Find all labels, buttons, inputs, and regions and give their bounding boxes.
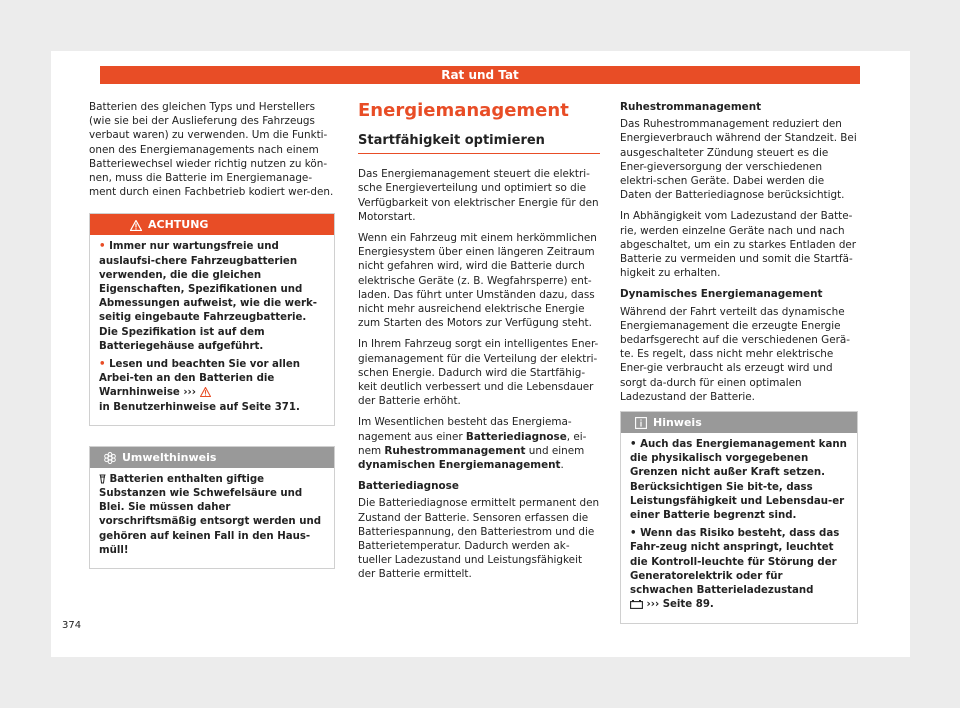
hint-title: Hinweis — [653, 416, 702, 430]
subheading-quiescent-current: Ruhestrommanagement — [620, 101, 762, 113]
battery-icon — [99, 474, 106, 485]
column-middle — [358, 100, 600, 589]
environment-body — [90, 468, 334, 568]
warning-box — [89, 213, 335, 425]
paragraph: Im Wesentlichen besteht das Energiema-nagement aus einer Batteriediagnose, ei-nem Ruhestrommanagement und einem dynamischen Energiemanagement. — [358, 416, 587, 472]
warning-item: • Lesen und beachten Sie vor allen Arbei-ten an den Batterien die Warnhinweise ››› in Benutzerhinweise auf Seite 371. — [99, 359, 301, 413]
warning-header — [90, 214, 334, 235]
paragraph: In Abhängigkeit vom Ladezustand der Batte-rie, werden einzelne Geräte nach und nach abgeschaltet, um ein zu starkes Entladen der Batterie zu vermeiden und somit die Startfä-higkeit zu erhalten. — [620, 210, 857, 280]
warning-reference[interactable]: in Benutzerhinweise auf Seite 371. — [99, 401, 300, 413]
paragraph: Das Ruhestrommanagement reduziert den Energieverbrauch während der Standzeit. Bei ausgeschalteter Zündung steuert es die Ener-gieversorgung der verschiedenen elektri-schen Geräte. Dabei werden die Daten der Batteriediagnose berücksichtigt. — [620, 118, 857, 202]
environment-title: Umwelthinweis — [122, 450, 217, 464]
hint-body — [621, 433, 857, 622]
paragraph: Die Batteriediagnose ermittelt permanent den Zustand der Batterie. Sensoren erfassen die Batteriespannung, den Batteriestrom und die Batterietemperatur. Dadurch werden ak-tueller Ladezustand und Leistungsfähigkeit der Batterie ermittelt. — [358, 497, 600, 581]
paragraph: Wenn ein Fahrzeug mit einem herkömmlichen Energiesystem über einen längeren Zeitraum nicht gefahren wird, wird die Batterie durch elektrische Geräte (z. B. Wegfahrsperre) ent-laden. Das führt unter Umständen dazu, dass nicht mehr ausreichend elektrische Energie zum Starten des Motors zur Verfügung steht. — [358, 232, 597, 330]
info-icon — [635, 412, 647, 433]
hint-box — [620, 411, 858, 623]
warning-icon — [130, 214, 142, 235]
hint-reference[interactable]: ››› Seite 89. — [646, 599, 714, 611]
bullet: • — [630, 528, 641, 540]
subheading-dynamic-energy: Dynamisches Energiemanagement — [620, 288, 823, 301]
paragraph: Das Energiemanagement steuert die elektri-sche Energieverteilung und optimiert so die Verfügbarkeit von elektrischer Energie für den Motorstart. — [358, 168, 599, 223]
section-subheading: Startfähigkeit optimieren — [358, 134, 600, 154]
subheading-battery-diagnosis: Batteriediagnose — [358, 480, 459, 493]
environment-header — [90, 447, 334, 468]
page-number: 374 — [62, 620, 82, 631]
hint-item: • Auch das Energiemanagement kann die physikalisch vorgegebenen Grenzen nicht außer Kraft setzen. Berücksichtigen Sie bit-te, dass Leistungsfähigkeit und Lebensdau-er einer Batterie begrenzt sind. — [630, 439, 847, 522]
warning-title: ACHTUNG — [148, 218, 209, 232]
intro-paragraph: Batterien des gleichen Typs und Herstellers (wie sie bei der Auslieferung des Fahrzeugs verbaut waren) zu verwenden. Um die Funkti-onen des Energiemanagements nach einem Batteriewechsel wieder richtig nutzen zu kön-nen, muss die Batterie im Energiemanage-ment durch einen Fachbetrieb kodiert wer-den. — [89, 101, 334, 199]
environment-icon — [104, 447, 116, 468]
bullet: • — [99, 359, 110, 371]
warning-item: • Immer nur wartungsfreie und auslaufsi-chere Fahrzeugbatterien verwenden, die die gleichen Eigenschaften, Spezifikationen und Abmessungen aufweist, wie die werk-seitig eingebaute Fahrzeugbatterie. Die Spezifikation ist auf dem Batteriegehäuse aufgeführt. — [99, 241, 318, 352]
paragraph: Während der Fahrt verteilt das dynamische Energiemanagement die erzeugte Energie bedarfsgerecht auf die verschiedenen Gerä-te. Es regelt, dass nicht mehr elektrische Ener-gie verbraucht als erzeugt wird und sorgt da-durch für einen optimalen Ladezustand der Batterie. — [620, 305, 850, 403]
hint-item: • Wenn das Risiko besteht, dass das Fahr-zeug nicht anspringt, leuchtet die Kontroll-leuchte für Störung der Generatorelektrik oder für schwachen Batterieladezustand ››› Seite 89. — [630, 528, 840, 611]
column-left — [89, 100, 335, 569]
column-right — [620, 100, 858, 624]
bullet: • — [99, 241, 110, 253]
section-heading: Energiemanagement — [358, 100, 569, 121]
hint-header — [621, 412, 857, 433]
environment-box — [89, 446, 335, 569]
warning-small-icon — [200, 387, 211, 398]
environment-text: Batterien enthalten giftige Substanzen wie Schwefelsäure und Blei. Sie müssen daher vorschriftsmäßig entsorgt werden und gehören auf keinen Fall in den Haus-müll! — [99, 473, 322, 556]
warning-body — [90, 235, 334, 424]
page-header-title: Rat und Tat — [100, 66, 860, 84]
battery-symbol-icon — [630, 599, 643, 610]
bullet: • — [630, 439, 641, 451]
paragraph: In Ihrem Fahrzeug sorgt ein intelligentes Ener-giemanagement für die Verteilung der elektri-schen Energie. Dadurch wird die Startfähig-keit deutlich verbessert und die Lebensdauer der Batterie erhöht. — [358, 338, 599, 408]
